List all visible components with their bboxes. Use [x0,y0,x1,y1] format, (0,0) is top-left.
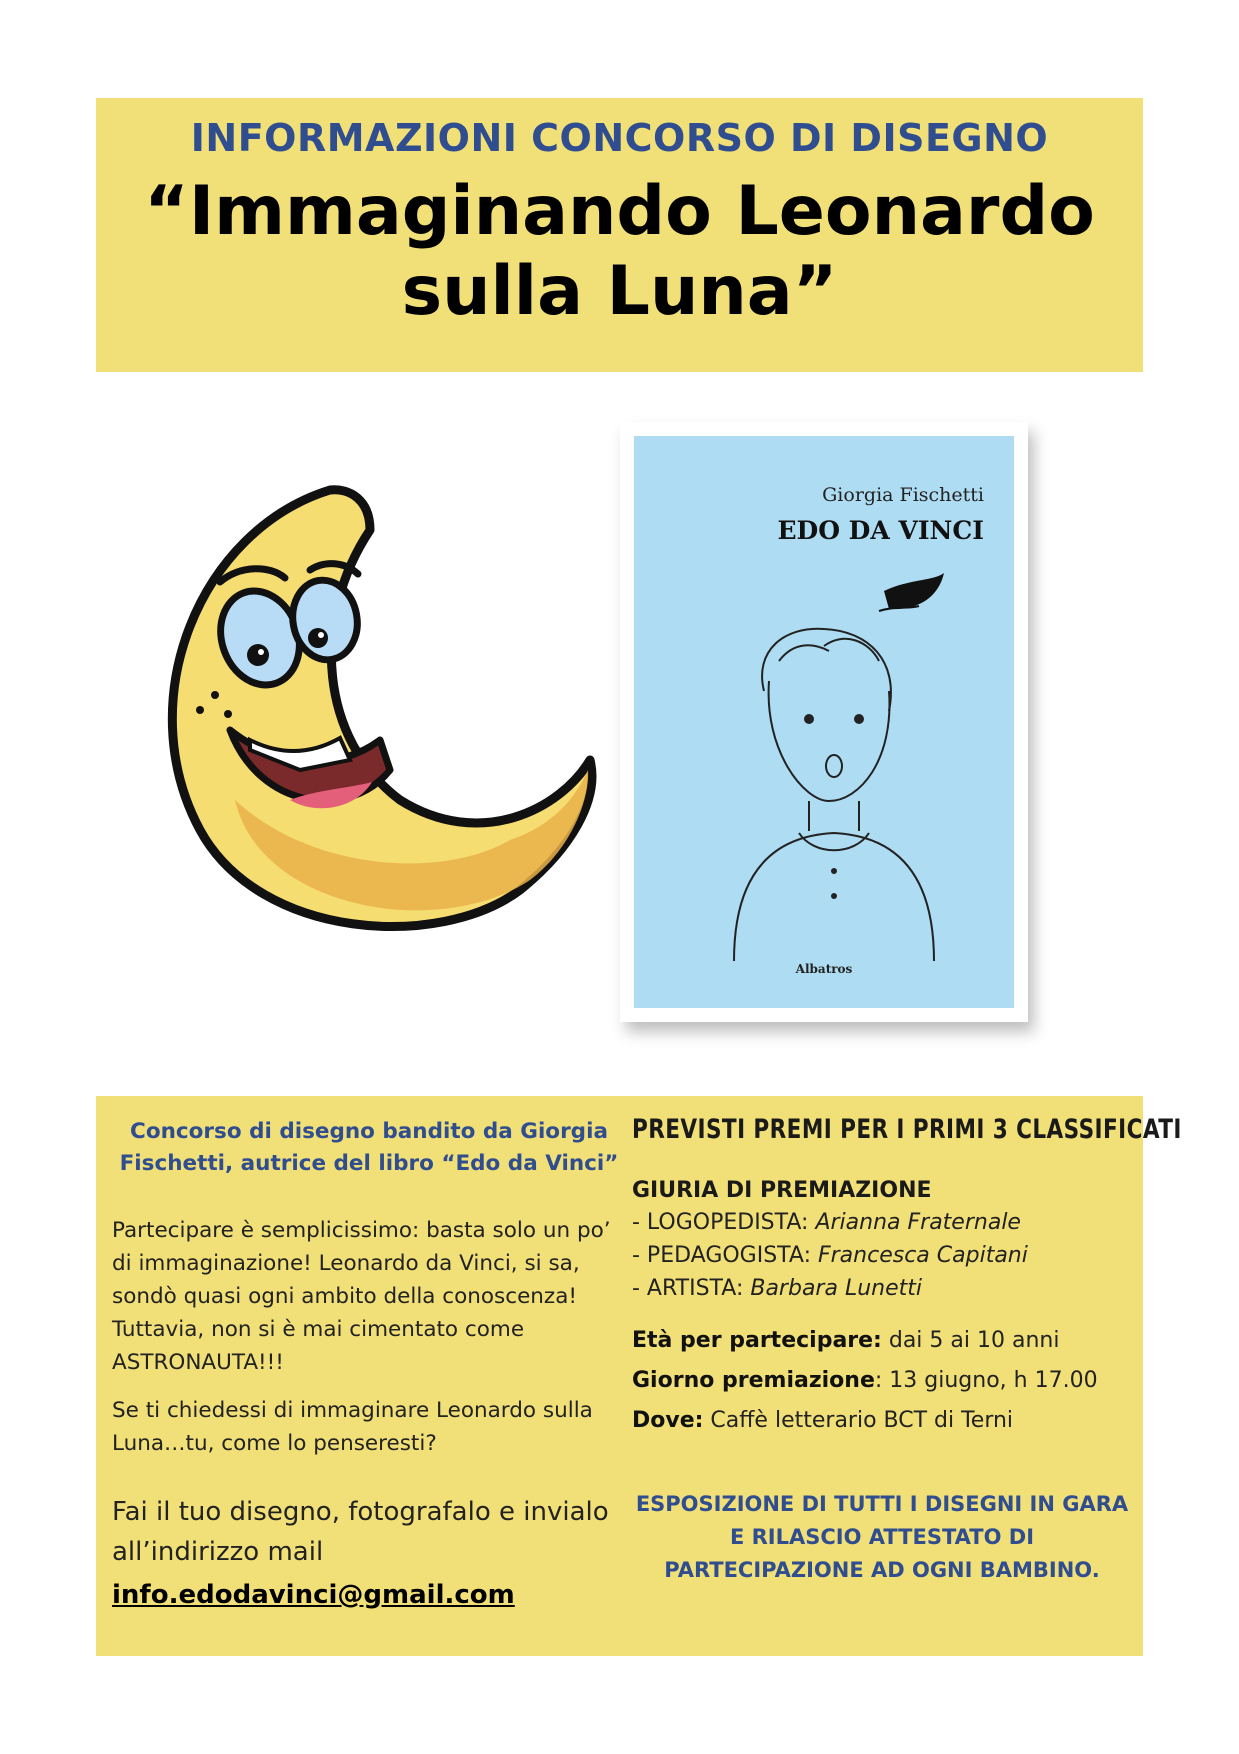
email-link[interactable]: info.edodavinci@gmail.com [112,1580,515,1610]
jury-member [632,1210,1021,1235]
age-label: Età per partecipare: [632,1328,882,1353]
date-value: : 13 giugno, h 17.00 [874,1368,1098,1393]
jury-name: Barbara Lunetti [750,1276,922,1301]
prizes-heading: PREVISTI PREMI PER I PRIMI 3 CLASSIFICATI [632,1114,1182,1145]
age-detail [632,1328,1059,1353]
jury-name: Arianna Fraternale [815,1210,1021,1235]
paragraph-participation: Partecipare è semplicissimo: basta solo un po’ di immaginazione! Leonardo da Vinci, si sa, sondò quasi ogni ambito della conoscenza! Tuttavia, non si è mai cimentato come ASTRONAUTA!!! [112,1218,611,1375]
boy-illustration [694,571,964,961]
place-label: Dove: [632,1408,704,1433]
header-banner [96,98,1143,372]
paragraph-question: Se ti chiedessi di immaginare Leonardo sulla Luna…tu, come lo penseresti? [112,1398,593,1456]
exhibition-note: ESPOSIZIONE DI TUTTI I DISEGNI IN GARA E RILASCIO ATTESTATO DI PARTECIPAZIONE AD OGNI BAMBINO. [635,1492,1129,1582]
header-subtitle: INFORMAZIONI CONCORSO DI DISEGNO [190,116,1049,160]
jury-role: - LOGOPEDISTA: [632,1210,816,1235]
book-title: EDO DA VINCI [777,516,984,545]
book-publisher: Albatros [795,962,853,976]
moon-illustration [140,470,610,970]
prize-details [632,1096,1182,1656]
page-title [96,172,1143,332]
book-cover [620,422,1028,1022]
info-section [96,1096,1182,1656]
age-value: dai 5 ai 10 anni [881,1328,1060,1353]
date-label: Giorno premiazione [632,1368,875,1393]
jury-role: - ARTISTA: [632,1276,751,1301]
jury-heading: GIURIA DI PREMIAZIONE [632,1178,932,1203]
date-detail [632,1368,1098,1393]
paragraph-instructions: Fai il tuo disegno, fotografalo e invialo all’indirizzo mail [112,1497,609,1567]
jury-member [632,1276,922,1301]
book-author: Giorgia Fischetti [822,484,984,506]
book-cover-art [634,436,1014,1008]
place-value: Caffè letterario BCT di Terni [703,1408,1014,1433]
contest-intro: Concorso di disegno bandito da Giorgia Fischetti, autrice del libro “Edo da Vinci” [119,1119,619,1176]
jury-role: - PEDAGOGISTA: [632,1243,818,1268]
title-line-2: sulla Luna” [401,252,838,331]
jury-name: Francesca Capitani [817,1243,1028,1268]
jury-member [632,1243,1028,1268]
place-detail [632,1408,1013,1433]
title-line-1: “Immaginando Leonardo [144,172,1095,251]
